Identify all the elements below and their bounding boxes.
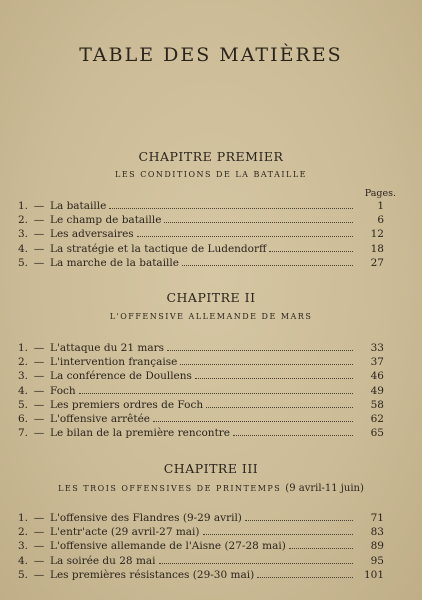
dot-leader [195, 369, 353, 379]
entry-page-number: 49 [370, 384, 384, 397]
entry-dash: — [33, 398, 45, 411]
entry-label: Le champ de bataille [50, 214, 162, 227]
toc-entry [10, 242, 384, 256]
chapter-3-subtitle-text: LES TROIS OFFENSIVES DE PRINTEMPS [58, 484, 282, 493]
entry-dash: — [33, 228, 45, 241]
toc-entry [10, 426, 384, 440]
entry-page-number: 101 [363, 568, 384, 581]
pages-column-header: Pages. [364, 188, 396, 199]
entry-number: 2. [17, 214, 28, 227]
toc-entry [10, 554, 384, 568]
entry-number: 6. [17, 413, 28, 425]
dot-leader [159, 554, 353, 564]
entry-number: 3. [17, 228, 28, 241]
dot-leader [164, 213, 353, 223]
entry-page-number: 6 [377, 214, 384, 227]
entry-number: 4. [17, 554, 28, 567]
entry-page-number: 95 [370, 554, 384, 567]
toc-entry [10, 412, 384, 426]
entry-label: La stratégie et la tactique de Ludendorff [50, 242, 267, 255]
entry-label: Les premières résistances (29-30 mai) [50, 568, 255, 581]
entry-number: 1. [17, 512, 28, 524]
dot-leader [180, 355, 353, 365]
entry-page-number: 12 [370, 228, 384, 241]
entry-page-number: 1 [377, 200, 384, 212]
entry-dash: — [33, 384, 45, 397]
entry-dash: — [33, 540, 45, 553]
chapter-3-subtitle-dates: (9 avril-11 juin) [285, 483, 364, 494]
entry-dash: — [33, 242, 45, 255]
entry-page-number: 58 [370, 398, 384, 411]
toc-entry [10, 568, 384, 582]
toc-entry [10, 199, 384, 213]
entry-dash: — [33, 214, 45, 227]
toc-entry [10, 369, 384, 383]
chapter-3-subtitle [0, 483, 422, 494]
toc-entry [10, 341, 384, 355]
entry-page-number: 27 [370, 256, 384, 269]
entry-dash: — [33, 256, 45, 269]
dot-leader [289, 539, 353, 549]
entry-label: L'entr'acte (29 avril-27 mai) [50, 526, 200, 539]
entry-label: Les premiers ordres de Foch [50, 398, 204, 411]
entry-page-number: 37 [370, 356, 384, 369]
entry-number: 4. [17, 384, 28, 397]
entry-page-number: 83 [370, 526, 384, 539]
entry-number: 2. [17, 356, 28, 369]
entry-label: La soirée du 28 mai [50, 554, 156, 567]
entry-number: 5. [17, 256, 28, 269]
dot-leader [245, 511, 353, 521]
chapter-2-heading: CHAPITRE II [166, 290, 256, 305]
entry-dash: — [33, 526, 45, 539]
toc-entry [10, 213, 384, 227]
entry-label: L'attaque du 21 mars [50, 342, 164, 354]
dot-leader [233, 426, 353, 436]
toc-entry [10, 256, 384, 270]
entry-page-number: 65 [370, 427, 384, 440]
entry-number: 5. [17, 568, 28, 581]
dot-leader [153, 412, 353, 422]
entry-number: 2. [17, 526, 28, 539]
dot-leader [79, 384, 353, 394]
entry-page-number: 62 [370, 413, 384, 425]
toc-entry [10, 398, 384, 412]
entry-dash: — [33, 413, 45, 425]
entry-dash: — [33, 342, 45, 354]
entry-label: L'offensive allemande de l'Aisne (27-28 mai) [50, 540, 286, 553]
toc-entry [10, 511, 384, 525]
entry-label: L'offensive des Flandres (9-29 avril) [50, 512, 242, 524]
entry-number: 1. [17, 342, 28, 354]
entry-dash: — [33, 568, 45, 581]
entry-page-number: 71 [370, 512, 384, 524]
toc-entry [10, 525, 384, 539]
entry-page-number: 33 [370, 342, 384, 354]
entry-number: 7. [17, 427, 28, 440]
dot-leader [206, 398, 353, 408]
chapter-3-heading: CHAPITRE III [163, 461, 259, 476]
toc-entry [10, 355, 384, 369]
entry-label: L'intervention française [50, 356, 178, 369]
entry-label: Foch [50, 384, 76, 397]
entry-dash: — [33, 200, 45, 212]
chapter-1-subtitle: LES CONDITIONS DE LA BATAILLE [115, 170, 307, 179]
entry-number: 3. [17, 540, 28, 553]
entry-number: 3. [17, 370, 28, 383]
chapter-2-subtitle: L'OFFENSIVE ALLEMANDE DE MARS [109, 312, 313, 321]
dot-leader [137, 227, 353, 237]
entry-label: La marche de la bataille [50, 256, 179, 269]
entry-label: L'offensive arrêtée [50, 413, 151, 425]
entry-dash: — [33, 356, 45, 369]
entry-dash: — [33, 512, 45, 524]
entry-dash: — [33, 370, 45, 383]
entry-number: 1. [17, 200, 28, 212]
entry-label: Les adversaires [50, 228, 134, 241]
toc-entry [10, 384, 384, 398]
chapter-1-heading: CHAPITRE PREMIER [138, 149, 284, 164]
entry-dash: — [33, 427, 45, 440]
entry-label: La bataille [50, 200, 107, 212]
entry-page-number: 46 [370, 370, 384, 383]
toc-entry [10, 227, 384, 241]
toc-entry [10, 539, 384, 553]
entry-page-number: 18 [370, 242, 384, 255]
dot-leader [109, 199, 353, 209]
entry-number: 5. [17, 398, 28, 411]
dot-leader [182, 256, 353, 266]
entry-label: La conférence de Doullens [50, 370, 192, 383]
dot-leader [269, 242, 353, 252]
dot-leader [203, 525, 353, 535]
dot-leader [167, 341, 353, 351]
entry-number: 4. [17, 242, 28, 255]
entry-page-number: 89 [370, 540, 384, 553]
entry-dash: — [33, 554, 45, 567]
dot-leader [257, 568, 353, 578]
entry-label: Le bilan de la première rencontre [50, 427, 231, 440]
page-title: TABLE DES MATIÈRES [79, 44, 343, 66]
